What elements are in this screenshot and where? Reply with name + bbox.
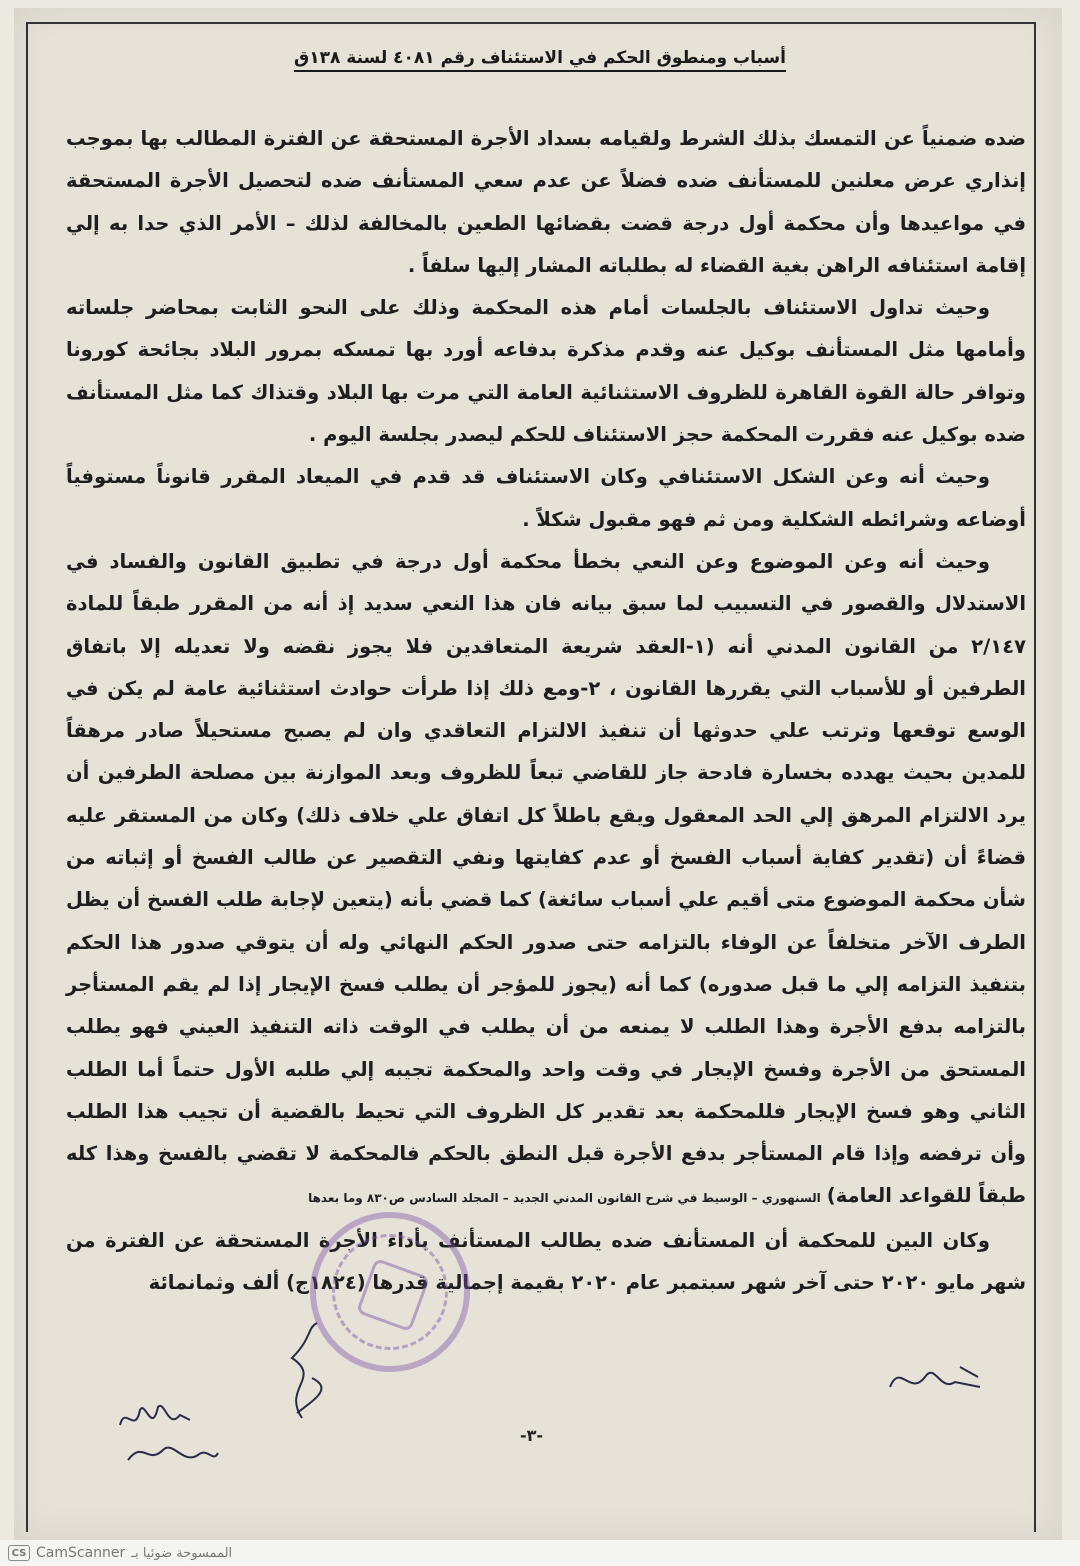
legal-citation: السنهوري – الوسيط في شرح القانون المدني الجديد – المجلد السادس ص٨٣٠ وما بعدها xyxy=(308,1191,821,1206)
signature-bottom-left-2 xyxy=(118,1435,228,1475)
paragraph-2: وحيث تداول الاستئناف بالجلسات أمام هذه المحكمة وذلك على النحو الثابت بمحاضر جلساته وأمامها مثل المستأنف بوكيل عنه وقدم مذكرة بدفاعه أورد بها تمسكه بمرور البلاد بجائحة كورونا وتوافر حالة القوة القاهرة للظروف الاستثنائية العامة التي مرت بها البلاد وقتذاك كما مثل المستأنف ضده بوكيل عنه فقررت المحكمة حجز الاستئناف للحكم ليصدر بجلسة اليوم . xyxy=(66,296,1026,447)
scanner-footer-bar xyxy=(0,1540,1080,1566)
page-header xyxy=(0,48,1080,68)
signature-right xyxy=(880,1352,990,1402)
paragraph-4 xyxy=(66,541,1026,1220)
signature-left-of-stamp xyxy=(272,1318,342,1428)
page-number: -٣- xyxy=(520,1426,544,1445)
camscanner-logo-icon: CS xyxy=(8,1545,30,1561)
paragraph-4-text: وحيث أنه وعن الموضوع وعن النعي بخطأ محكمة أول درجة في تطبيق القانون والفساد في الاستدلال والقصور في التسبيب لما سبق بيانه فان هذا النعي سديد إذ أنه من المقرر طبقاً للمادة ٢/١٤٧ من القانون المدني أنه (١-العقد شريعة المتعاقدين فلا يجوز نقضه ولا تعديله إلا باتفاق الطرفين أو للأسباب التي يقررها القانون ، ٢-ومع ذلك إذا طرأت حوادث استثنائية عامة لم يكن في الوسع توقعها وترتب علي حدوثها أن تنفيذ الالتزام التعاقدي وان لم يصبح مستحيلاً صادر مرهقاً للمدين بحيث يهدده بخسارة فادحة جاز للقاضي تبعاً للظروف وبعد الموازنة بين مصلحة الطرفين أن يرد الالتزام المرهق إلي الحد المعقول ويقع باطلاً كل اتفاق علي خلاف ذلك) وكان من المستقر عليه قضاءً أن (تقدير كفاية أسباب الفسخ أو عدم كفايتها ونفي التقصير عن طالب الفسخ أو إثباته من شأن محكمة الموضوع متى أقيم علي أسباب سائغة) كما قضي بأنه (يتعين لإجابة طلب الفسخ أن يظل الطرف الآخر متخلفاً عن الوفاء بالتزامه حتى صدور الحكم النهائي وله أن يتوقي صدور هذا الحكم بتنفيذ التزامه إلي ما قبل صدوره) كما أنه (يجوز للمؤجر أن يطلب فسخ الإيجار إذا لم يقم المستأجر بالتزامه بدفع الأجرة وهذا الطلب لا يمنعه من أن يطلب في الوقت ذاته التنفيذ العيني فهو يطلب المستحق من الأجرة وفسخ الإيجار في وقت واحد والمحكمة تجيبه إلي طلبه الأول حتماً أما الطلب الثاني وهو فسخ الإيجار فللمحكمة بعد تقدير كل الظروف التي تحيط بالقضية أن تجيب هذا الطلب وأن ترفضه وإذا قام المستأجر بدفع الأجرة قبل النطق بالحكم فالمحكمة لا تقضي بالفسخ وهذا كله طبقاً للقواعد العامة) xyxy=(66,549,1026,1208)
document-body xyxy=(66,118,1026,1304)
scanned-with-label: الممسوحة ضوئيا بـ xyxy=(131,1545,233,1561)
camscanner-app-name: CamScanner xyxy=(36,1545,126,1561)
header-title: أسباب ومنطوق الحكم في الاستئناف رقم ٤٠٨١ لسنة ١٣٨ق xyxy=(294,48,786,72)
paragraph-3: وحيث أنه وعن الشكل الاستئنافي وكان الاستئناف قد قدم في الميعاد المقرر قانوناً مستوفياً أوضاعه وشرائطه الشكلية ومن ثم فهو مقبول شكلاً . xyxy=(66,465,1026,531)
paragraph-1: ضده ضمنياً عن التمسك بذلك الشرط ولقيامه بسداد الأجرة المستحقة عن الفترة المطالب بها بموجب إنذاري عرض معلنين للمستأنف ضده فضلاً عن عدم سعي المستأنف ضده لتحصيل الأجرة المستحقة في مواعيدها وأن محكمة أول درجة قضت بقضائها الطعين بالمخالفة لذلك – الأمر الذي حدا به إلي إقامة استئنافه الراهن بغية القضاء له بطلباته المشار إليها سلفاً . xyxy=(66,127,1026,277)
paragraph-5: وكان البين للمحكمة أن المستأنف ضده يطالب المستأنف بأداء الأجرة المستحقة عن الفترة من شهر مايو ٢٠٢٠ حتى آخر شهر سبتمبر عام ٢٠٢٠ بقيمة إجمالية قدرها (١٨٢٤ج) ألف وثمانمائة xyxy=(66,1228,1026,1295)
